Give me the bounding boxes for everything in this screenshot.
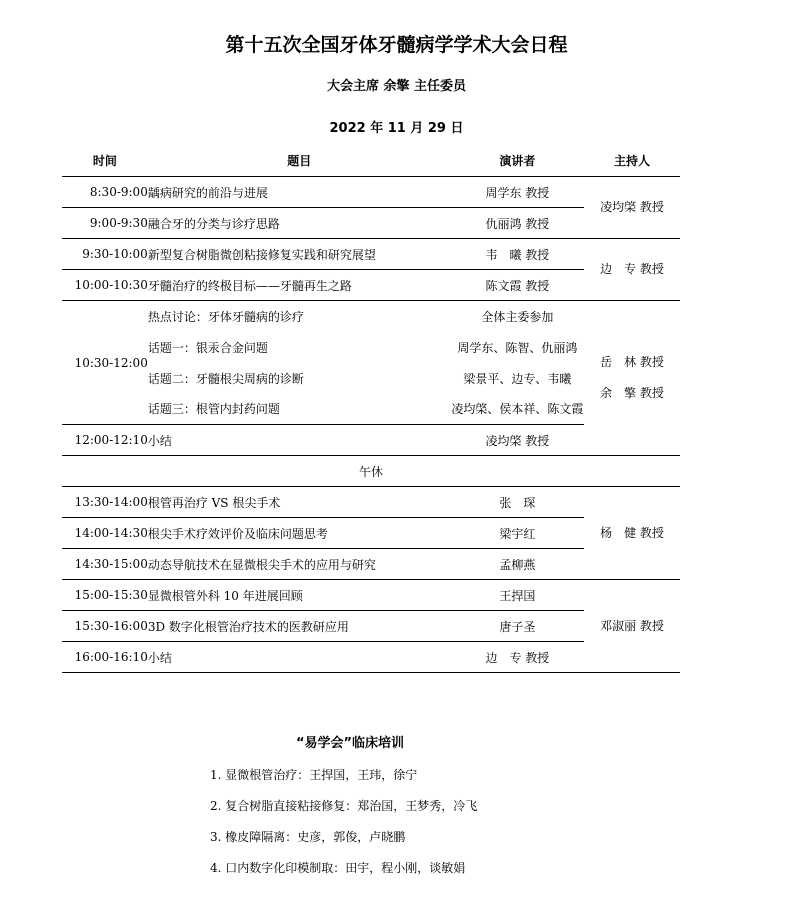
speaker-cell: 周学东 教授 [451, 177, 584, 208]
host-name: 邓淑丽 教授 [600, 618, 664, 633]
speaker-cell: 韦 曦 教授 [451, 239, 584, 270]
time-cell: 16:00-16:10 [62, 642, 148, 673]
host-name: 余 擎 教授 [600, 386, 664, 400]
speaker-cell: 孟柳燕 [451, 549, 584, 580]
host-cell [584, 177, 680, 239]
host-cell [584, 487, 680, 580]
speaker-cell: 陈文霞 教授 [451, 270, 584, 301]
page-title: 第十五次全国牙体牙髓病学学术大会日程 [225, 34, 568, 56]
training-list [210, 760, 477, 884]
table-row [62, 580, 680, 611]
topic-cell: 显微根管外科 10 年进展回顾 [148, 580, 451, 611]
time-cell: 13:30-14:00 [62, 487, 148, 518]
column-header-topic: 题目 [148, 145, 451, 177]
speaker-cell: 全体主委参加 [481, 309, 554, 324]
time-cell: 8:30-9:00 [62, 177, 148, 208]
time-cell: 15:30-16:00 [62, 611, 148, 642]
schedule-table [62, 145, 680, 673]
time-cell: 9:00-9:30 [62, 208, 148, 239]
speaker-cell: 凌均棨、侯本祥、陈文霞 [451, 394, 584, 425]
time-cell: 14:30-15:00 [62, 549, 148, 580]
topic-cell: 融合牙的分类与诊疗思路 [148, 208, 451, 239]
speaker-cell: 唐子圣 [451, 611, 584, 642]
host-name: 岳 林 教授 [600, 355, 664, 369]
host-name: 凌均棨 教授 [600, 200, 664, 214]
column-header-speaker: 演讲者 [451, 145, 584, 177]
table-row [62, 239, 680, 270]
column-header-time: 时间 [62, 145, 148, 177]
list-item: 4. 口内数字化印模制取：田宇，程小刚，谈敏娟 [210, 861, 466, 875]
topic-cell: 根尖手术疗效评价及临床问题思考 [148, 518, 451, 549]
subtopic-cell: 话题三：根管内封药问题 [148, 394, 451, 425]
topic-cell: 龋病研究的前沿与进展 [148, 177, 451, 208]
host-cell [584, 301, 680, 456]
topic-cell: 热点讨论：牙体牙髓病的诊疗 [147, 309, 304, 324]
list-item: 3. 橡皮障隔离：史彦，郭俊，卢晓鹏 [210, 830, 406, 844]
speaker-cell: 边 专 教授 [451, 642, 584, 673]
subtopic-cell: 话题一：银汞合金问题 [147, 340, 268, 355]
speaker-cell: 梁宇红 [451, 518, 584, 549]
host-cell [584, 239, 680, 301]
table-row [62, 301, 680, 332]
topic-cell: 小结 [148, 425, 451, 456]
training-title: “易学会”临床培训 [295, 736, 405, 751]
subtopic-cell: 话题二：牙髓根尖周病的诊断 [147, 371, 304, 386]
table-row [62, 456, 680, 487]
table-row [62, 487, 680, 518]
lunch-break: 午休 [62, 456, 680, 487]
host-cell [584, 580, 680, 673]
speaker-cell: 梁景平、边专、韦曦 [463, 371, 572, 386]
speaker-cell: 张 琛 [451, 487, 584, 518]
topic-cell: 根管再治疗 VS 根尖手术 [148, 487, 451, 518]
time-cell: 15:00-15:30 [62, 580, 148, 611]
time-cell: 9:30-10:00 [62, 239, 148, 270]
conference-chair: 大会主席 余擎 主任委员 [326, 79, 467, 94]
list-item: 2. 复合树脂直接粘接修复：郑治国，王梦秀，冷飞 [210, 799, 478, 813]
topic-cell: 动态导航技术在显微根尖手术的应用与研究 [148, 549, 451, 580]
topic-cell: 小结 [148, 642, 451, 673]
host-name: 边 专 教授 [600, 262, 664, 276]
topic-cell: 牙髓治疗的终极目标——牙髓再生之路 [148, 270, 451, 301]
speaker-cell: 周学东、陈智、仇丽鸿 [457, 340, 578, 355]
conference-date: 2022 年 11 月 29 日 [329, 121, 464, 136]
speaker-cell: 凌均棨 教授 [451, 425, 584, 456]
table-header-row [62, 145, 680, 177]
time-cell: 10:30-12:00 [62, 301, 148, 425]
time-cell: 14:00-14:30 [62, 518, 148, 549]
host-name: 杨 健 教授 [600, 525, 664, 540]
topic-cell: 3D 数字化根管治疗技术的医教研应用 [148, 611, 451, 642]
speaker-cell: 王捍国 [451, 580, 584, 611]
column-header-host: 主持人 [584, 145, 680, 177]
time-cell: 12:00-12:10 [62, 425, 148, 456]
speaker-cell: 仇丽鸿 教授 [451, 208, 584, 239]
list-item: 1. 显微根管治疗：王捍国，王玮，徐宁 [210, 768, 418, 782]
time-cell: 10:00-10:30 [62, 270, 148, 301]
topic-cell: 新型复合树脂微创粘接修复实践和研究展望 [148, 239, 451, 270]
table-row [62, 177, 680, 208]
